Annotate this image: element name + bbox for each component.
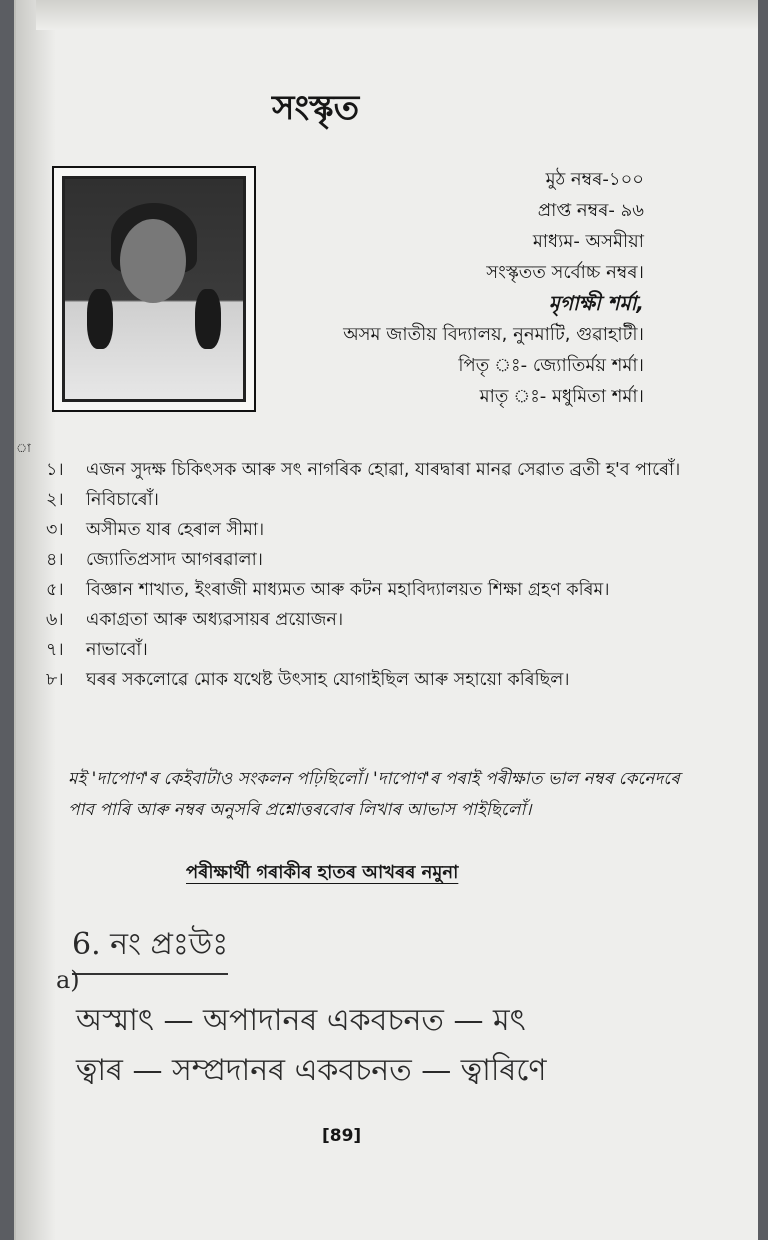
handwritten-question-label: 6. নং প্ৰঃউঃ: [72, 920, 228, 975]
photo-braid-right: [195, 289, 221, 349]
answer-item: [46, 515, 686, 545]
answer-text: বিজ্ঞান শাখাত, ইংৰাজী মাধ্যমত আৰু কটন মহাবিদ্যালয়ত শিক্ষা গ্ৰহণ কৰিম।: [86, 580, 610, 600]
answer-number: ৫।: [46, 580, 64, 600]
testimonial-quote: মই 'দাপোণ'ৰ কেইবাটাও সংকলন পঢ়িছিলোঁ। 'দাপোণ'ৰ পৰাই পৰীক্ষাত ভাল নম্বৰ কেনেদৰে পাব পাৰি আৰু নম্বৰ অনুসৰি প্ৰশ্নোত্তৰবোৰ লিখাৰ আভাস পাইছিলোঁ।: [68, 769, 680, 820]
answer-number: ১।: [46, 460, 64, 480]
obtained-marks: প্ৰাপ্ত নম্বৰ- ৯৬: [537, 200, 644, 221]
answer-text: অসীমত যাৰ হেৰাল সীমা।: [86, 520, 265, 540]
page-edge-mark: া: [16, 441, 31, 455]
answer-item: [46, 545, 686, 575]
answer-text: নাভাবোঁ।: [86, 640, 148, 660]
school-name: অসম জাতীয় বিদ্যালয়, নুনমাটি, গুৱাহাটী।: [343, 324, 644, 345]
answer-item: [46, 485, 686, 515]
answer-number: ৪।: [46, 550, 64, 570]
book-page: [14, 0, 758, 1240]
answer-text: ঘৰৰ সকলোৱে মোক যথেষ্ট উৎসাহ যোগাইছিল আৰু সহায়ো কৰিছিল।: [86, 670, 570, 690]
answer-text: একাগ্ৰতা আৰু অধ্যৱসায়ৰ প্ৰয়োজন।: [86, 610, 344, 630]
answer-number: ৩।: [46, 520, 64, 540]
answer-number: ৮।: [46, 670, 64, 690]
page-top-shadow: [36, 0, 758, 30]
student-info: [343, 164, 644, 412]
mother-name: মাতৃ ঃ- মধুমিতা শৰ্মা।: [479, 386, 644, 407]
photo-braid-left: [87, 289, 113, 349]
answer-list: [46, 455, 686, 695]
full-marks: মুঠ নম্বৰ-১০০: [545, 169, 644, 190]
photo-face: [120, 219, 186, 303]
answer-item: [46, 605, 686, 635]
answer-item: [46, 665, 686, 695]
answer-text: জ্যোতিপ্ৰসাদ আগৰৱালা।: [86, 550, 263, 570]
page-number: [89]: [322, 1126, 362, 1146]
answer-item: [46, 635, 686, 665]
handwritten-line-1: অস্মাৎ — অপাদানৰ একবচনত — মৎ: [76, 1003, 526, 1038]
student-photo: [52, 166, 256, 412]
answer-number: ৭।: [46, 640, 64, 660]
photo-portrait: [62, 176, 246, 402]
student-name: মৃগাক্ষী শৰ্মা,: [548, 291, 644, 315]
answer-text: নিবিচাৰোঁ।: [86, 490, 159, 510]
handwriting-sample-heading: পৰীক্ষাৰ্থী গৰাকীৰ হাতৰ আখৰৰ নমুনা: [186, 862, 459, 883]
answer-item: [46, 455, 686, 485]
answer-item: [46, 575, 686, 605]
handwritten-part-label: a): [56, 966, 80, 994]
answer-number: ২।: [46, 490, 64, 510]
answer-text: এজন সুদক্ষ চিকিৎসক আৰু সৎ নাগৰিক হোৱা, যাৰদ্বাৰা মানৱ সেৱাত ব্ৰতী হ'ব পাৰোঁ।: [86, 460, 681, 480]
handwritten-line-2: ত্বাৰ — সম্প্ৰদানৰ একবচনত — ত্বাৰিণে: [76, 1053, 547, 1088]
father-name: পিতৃ ঃ- জ্যোতিৰ্ময় শৰ্মা।: [458, 355, 644, 376]
answer-number: ৬।: [46, 610, 64, 630]
medium: মাধ্যম- অসমীয়া: [532, 231, 644, 252]
highest-marks-note: সংস্কৃতত সৰ্বোচ্চ নম্বৰ।: [486, 262, 644, 283]
page-title: সংস্কৃত: [272, 88, 360, 128]
